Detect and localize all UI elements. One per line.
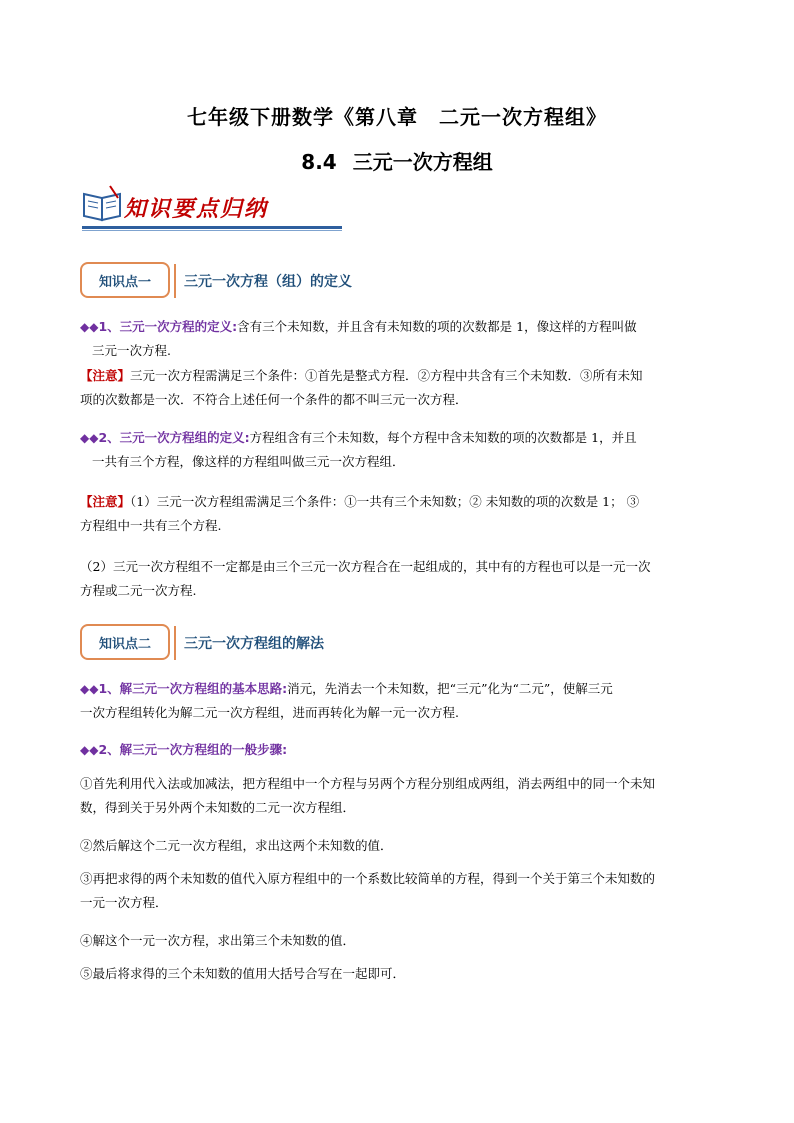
knowledge-point-2-title: 三元一次方程组的解法 bbox=[184, 636, 324, 652]
step-3 bbox=[80, 867, 722, 915]
note-continuation: 方程组中一共有三个方程. bbox=[80, 518, 222, 533]
diamond-bullet: ◆◆ bbox=[80, 320, 99, 334]
paragraph-text: 含有三个未知数，并且含有未知数的项的次数都是 1，像这样的方程叫做 bbox=[237, 319, 637, 334]
note-continuation: 方程或二元一次方程. bbox=[80, 583, 197, 598]
step-5 bbox=[80, 962, 722, 986]
note-text: （1）三元一次方程组需满足三个条件：①一共有三个未知数；② 未知数的项的次数是 1； ③ bbox=[130, 494, 640, 509]
lead-label: 1、解三元一次方程组的基本思路: bbox=[98, 681, 288, 696]
note-text: 三元一次方程需满足三个条件：①首先是整式方程．②方程中共含有三个未知数．③所有未知 bbox=[130, 368, 643, 383]
definition-paragraph-2 bbox=[80, 426, 722, 474]
lead-label: 2、解三元一次方程组的一般步骤: bbox=[98, 742, 288, 757]
diamond-bullet: ◆◆ bbox=[80, 743, 99, 757]
definition-paragraph-1 bbox=[80, 315, 722, 363]
banner-underline-thin bbox=[82, 230, 342, 231]
note-tag: 【注意】 bbox=[80, 494, 131, 509]
note-paragraph-2 bbox=[80, 490, 722, 538]
document-title: 七年级下册数学《第八章 二元一次方程组》 bbox=[187, 105, 607, 129]
diamond-bullet: ◆◆ bbox=[80, 682, 99, 696]
note-continuation: 项的次数都是一次．不符合上述任何一个条件的都不叫三元一次方程． bbox=[80, 392, 468, 407]
lead-label: 1、三元一次方程的定义: bbox=[98, 319, 238, 334]
lead-label: 2、三元一次方程组的定义: bbox=[98, 430, 250, 445]
paragraph-continuation: 一次方程组转化为解二元一次方程组，进而再转化为解一元一次方程. bbox=[80, 705, 459, 720]
paragraph-text: 消元，先消去一个未知数，把“三元”化为“二元”，使解三元 bbox=[287, 681, 613, 696]
knowledge-point-1-title: 三元一次方程（组）的定义 bbox=[184, 274, 352, 290]
paragraph-continuation: 三元一次方程. bbox=[92, 343, 171, 358]
note-paragraph-3 bbox=[80, 555, 722, 603]
paragraph-continuation: 一共有三个方程，像这样的方程组叫做三元一次方程组． bbox=[92, 454, 405, 469]
step-2 bbox=[80, 834, 722, 858]
step-text: ⑤最后将求得的三个未知数的值用大括号合写在一起即可． bbox=[80, 966, 406, 981]
step-1 bbox=[80, 772, 722, 820]
diamond-bullet: ◆◆ bbox=[80, 431, 99, 445]
method-paragraph-2 bbox=[80, 738, 722, 762]
knowledge-banner bbox=[80, 184, 344, 236]
step-text: ④解这个一元一次方程，求出第三个未知数的值． bbox=[80, 933, 356, 948]
paragraph-text: 方程组含有三个未知数，每个方程中含未知数的项的次数都是 1，并且 bbox=[249, 430, 637, 445]
method-paragraph-1 bbox=[80, 677, 722, 725]
knowledge-point-1-badge: 知识点一 bbox=[80, 262, 170, 298]
step-text: ③再把求得的两个未知数的值代入原方程组中的一个系数比较简单的方程，得到一个关于第三个未知数的 bbox=[80, 871, 656, 886]
step-4 bbox=[80, 929, 722, 953]
knowledge-point-2-separator bbox=[174, 626, 176, 660]
banner-underline bbox=[82, 226, 342, 229]
step-continuation: 数，得到关于另外两个未知数的二元一次方程组． bbox=[80, 800, 356, 815]
step-continuation: 一元一次方程． bbox=[80, 895, 168, 910]
note-paragraph-1 bbox=[80, 364, 722, 412]
note-text: （2）三元一次方程组不一定都是由三个三元一次方程合在一起组成的，其中有的方程也可以是一元一次 bbox=[80, 559, 651, 574]
section-number: 8.4 bbox=[301, 150, 337, 174]
step-text: ②然后解这个二元一次方程组，求出这两个未知数的值． bbox=[80, 838, 393, 853]
knowledge-point-1-separator bbox=[174, 264, 176, 298]
knowledge-point-2-badge: 知识点二 bbox=[80, 624, 170, 660]
note-tag: 【注意】 bbox=[80, 368, 131, 383]
banner-title: 知识要点归纳 bbox=[124, 196, 269, 222]
section-title bbox=[0, 146, 794, 175]
step-text: ①首先利用代入法或加减法，把方程组中一个方程与另两个方程分别组成两组，消去两组中的同一个未知 bbox=[80, 776, 656, 791]
section-name: 三元一次方程组 bbox=[352, 150, 493, 174]
book-icon bbox=[80, 184, 126, 224]
